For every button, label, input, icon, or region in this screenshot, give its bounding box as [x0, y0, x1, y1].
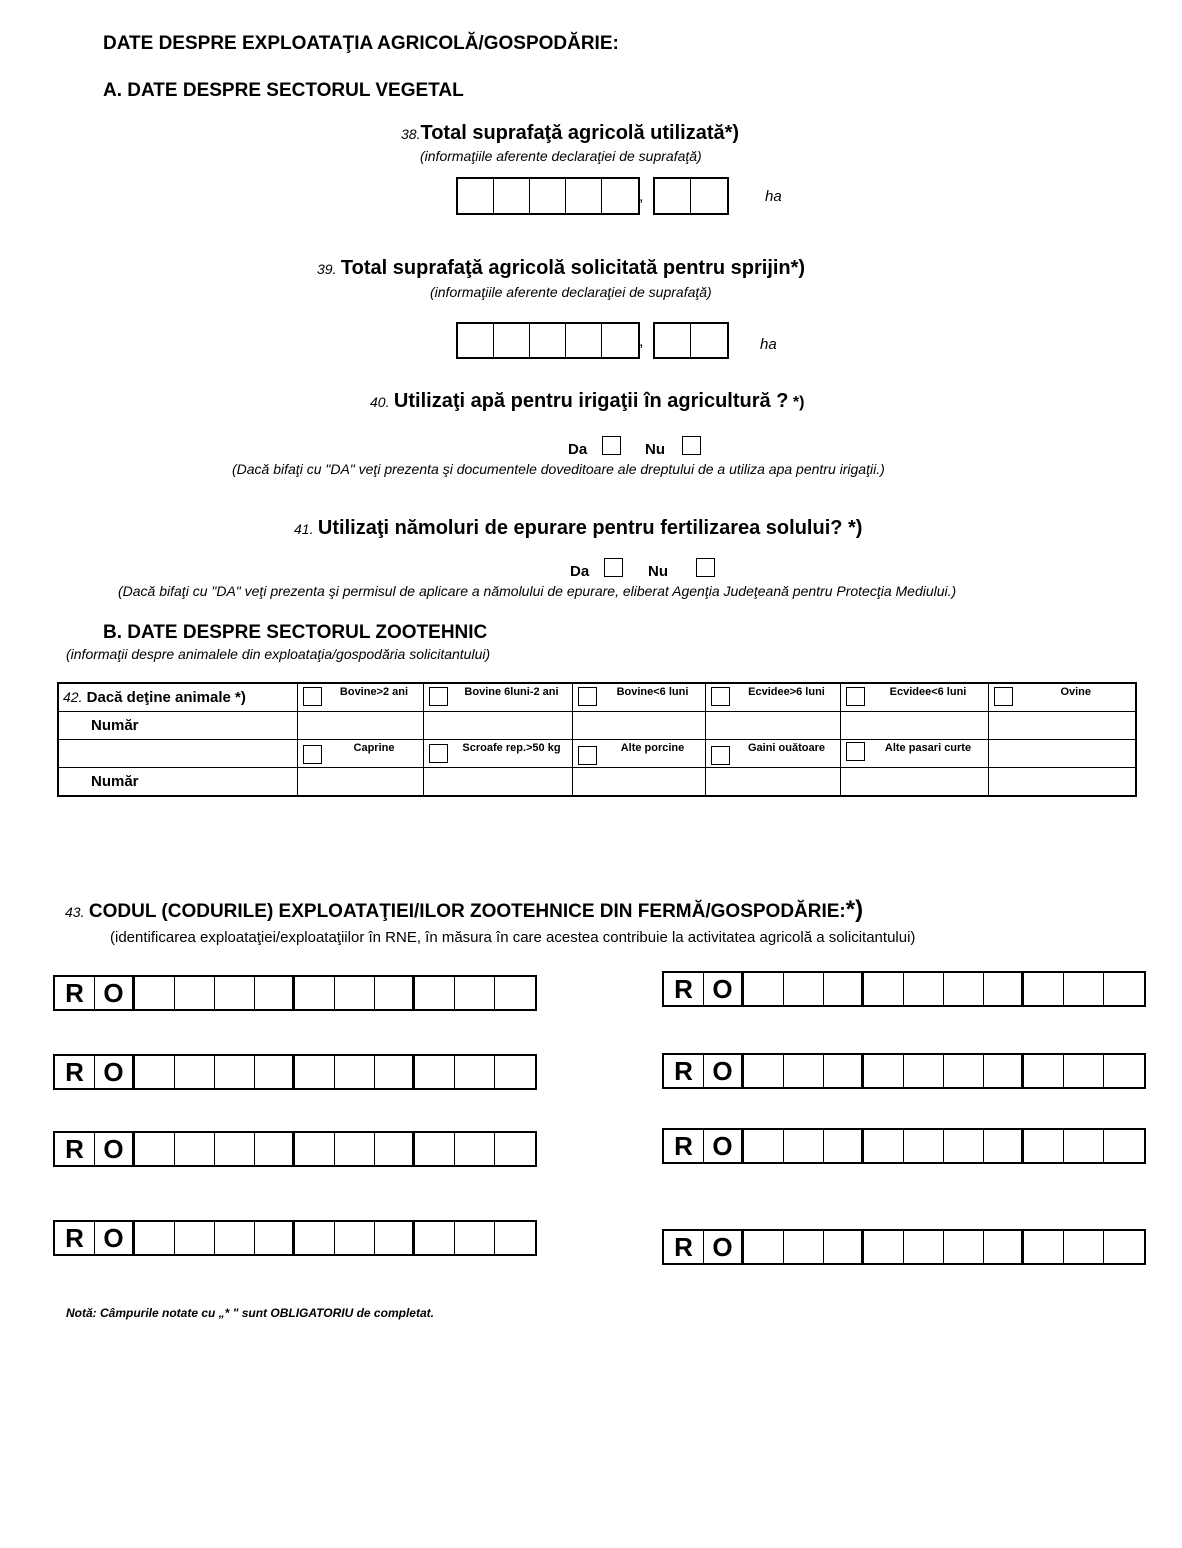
q40-no-checkbox[interactable] — [682, 436, 701, 455]
code-box[interactable] — [864, 973, 904, 1005]
code-box[interactable] — [984, 1231, 1024, 1263]
code-box[interactable] — [335, 1056, 375, 1088]
q39-decimal-field[interactable] — [653, 322, 729, 359]
number-input-cell[interactable] — [988, 768, 1136, 797]
code-box[interactable] — [255, 1133, 295, 1165]
code-box[interactable] — [1064, 1130, 1104, 1162]
code-box[interactable] — [744, 1130, 784, 1162]
code-box[interactable] — [335, 977, 375, 1009]
code-prefix-r: R — [664, 973, 704, 1005]
code-prefix-r: R — [664, 1130, 704, 1162]
code-box[interactable] — [295, 1222, 335, 1254]
code-prefix-o: O — [95, 977, 135, 1009]
q40-yes-checkbox[interactable] — [602, 436, 621, 455]
code-box[interactable] — [904, 1231, 944, 1263]
q42-title: Dacă deţine animale *) — [86, 689, 246, 706]
code-box[interactable] — [824, 973, 864, 1005]
code-box[interactable] — [1104, 1130, 1144, 1162]
page-title: DATE DESPRE EXPLOATAŢIA AGRICOLĂ/GOSPODĂRIE: — [103, 33, 619, 54]
code-box[interactable] — [135, 977, 175, 1009]
code-box[interactable] — [255, 977, 295, 1009]
code-box[interactable] — [375, 977, 415, 1009]
code-box[interactable] — [1024, 1231, 1064, 1263]
code-box[interactable] — [375, 1056, 415, 1088]
digit-box[interactable] — [458, 324, 494, 357]
digit-box[interactable] — [494, 179, 530, 213]
animal-label: Caprine — [353, 742, 395, 754]
q43-mark: *) — [845, 896, 864, 923]
digit-box[interactable] — [655, 179, 691, 213]
code-box[interactable] — [864, 1055, 904, 1087]
code-prefix-o: O — [95, 1133, 135, 1165]
q41-number: 41. — [294, 521, 314, 537]
animal-checkbox[interactable] — [846, 687, 865, 706]
digit-box[interactable] — [494, 324, 530, 357]
q41-note: (Dacă bifaţi cu "DA" veţi prezenta şi permisul de aplicare a nămolului de epurare, eliberat Agenţia Judeţeană pentru Protecţia Mediului.) — [118, 583, 957, 599]
code-box[interactable] — [1104, 1055, 1144, 1087]
q41-yes-label: Da — [570, 563, 590, 580]
number-input-cell[interactable] — [840, 768, 988, 797]
q39-heading — [317, 257, 805, 280]
code-box[interactable] — [744, 1055, 784, 1087]
q39-decimal-separator: , — [639, 333, 644, 350]
animal-cell — [705, 683, 840, 712]
q40-no-label: Nu — [645, 441, 665, 458]
number-row-label: Număr — [58, 712, 297, 740]
code-box[interactable] — [744, 1231, 784, 1263]
code-box[interactable] — [944, 1055, 984, 1087]
q43-title: CODUL (CODURILE) EXPLOATAŢIEI/ILOR ZOOTEHNICE DIN FERMĂ/GOSPODĂRIE: — [88, 901, 846, 922]
code-box[interactable] — [744, 973, 784, 1005]
code-box[interactable] — [135, 1133, 175, 1165]
code-box[interactable] — [455, 1056, 495, 1088]
digit-box[interactable] — [602, 179, 638, 213]
animal-checkbox[interactable] — [711, 687, 730, 706]
code-box[interactable] — [824, 1130, 864, 1162]
code-box[interactable] — [864, 1130, 904, 1162]
number-input-cell[interactable] — [988, 712, 1136, 740]
q39-integer-field[interactable] — [456, 322, 640, 359]
code-box[interactable] — [784, 1055, 824, 1087]
animal-checkbox[interactable] — [429, 687, 448, 706]
q42-number: 42. — [63, 689, 83, 705]
q40-mark: *) — [792, 394, 805, 411]
code-box[interactable] — [904, 973, 944, 1005]
q38-integer-field[interactable] — [456, 177, 640, 215]
code-box[interactable] — [1064, 1055, 1104, 1087]
animal-checkbox[interactable] — [578, 687, 597, 706]
number-input-cell[interactable] — [297, 712, 423, 740]
code-box[interactable] — [824, 1231, 864, 1263]
code-box[interactable] — [255, 1222, 295, 1254]
section-b-title: B. DATE DESPRE SECTORUL ZOOTEHNIC — [103, 622, 488, 643]
q38-decimal-separator: , — [639, 188, 644, 205]
code-prefix-r: R — [55, 1133, 95, 1165]
q39-title: Total suprafaţă agricolă solicitată pentru sprijin*) — [340, 257, 806, 279]
code-prefix-r: R — [664, 1055, 704, 1087]
digit-box[interactable] — [566, 179, 602, 213]
code-prefix-r: R — [55, 1056, 95, 1088]
code-prefix-o: O — [704, 973, 744, 1005]
animal-label: Alte porcine — [620, 742, 685, 754]
code-box[interactable] — [415, 1056, 455, 1088]
digit-box[interactable] — [458, 179, 494, 213]
code-prefix-o: O — [704, 1231, 744, 1263]
code-box[interactable] — [495, 1133, 535, 1165]
q38-subtitle: (informaţiile aferente declaraţiei de suprafaţă) — [420, 148, 702, 164]
ro-code-field[interactable] — [53, 975, 537, 1011]
code-box[interactable] — [295, 1133, 335, 1165]
animal-checkbox[interactable] — [846, 742, 865, 761]
code-box[interactable] — [455, 977, 495, 1009]
code-prefix-r: R — [55, 1222, 95, 1254]
section-a-title: A. DATE DESPRE SECTORUL VEGETAL — [103, 80, 464, 101]
code-box[interactable] — [495, 1056, 535, 1088]
code-prefix-r: R — [55, 977, 95, 1009]
animal-checkbox[interactable] — [303, 687, 322, 706]
animal-checkbox[interactable] — [429, 744, 448, 763]
animal-cell — [572, 740, 705, 768]
code-box[interactable] — [1024, 973, 1064, 1005]
q38-decimal-field[interactable] — [653, 177, 729, 215]
code-box[interactable] — [784, 1231, 824, 1263]
code-box[interactable] — [135, 1056, 175, 1088]
code-box[interactable] — [944, 973, 984, 1005]
code-box[interactable] — [215, 1222, 255, 1254]
animal-checkbox[interactable] — [303, 745, 322, 764]
table-row — [58, 740, 1136, 768]
code-box[interactable] — [1024, 1055, 1064, 1087]
code-prefix-o: O — [95, 1056, 135, 1088]
ro-code-field[interactable] — [53, 1131, 537, 1167]
code-box[interactable] — [1064, 973, 1104, 1005]
q41-heading — [294, 517, 862, 540]
animal-label: Scroafe rep.>50 kg — [462, 742, 561, 754]
digit-box[interactable] — [655, 324, 691, 357]
q41-title: Utilizaţi nămoluri de epurare pentru fertilizarea solului? *) — [317, 517, 863, 539]
digit-box[interactable] — [530, 324, 566, 357]
code-prefix-o: O — [95, 1222, 135, 1254]
q39-subtitle: (informaţiile aferente declaraţiei de suprafaţă) — [430, 284, 712, 300]
table-row — [58, 712, 1136, 740]
q38-number: 38. — [401, 126, 421, 142]
animal-label: Alte pasari curte — [884, 742, 972, 754]
digit-box[interactable] — [691, 179, 727, 213]
code-box[interactable] — [175, 1133, 215, 1165]
table-row — [58, 683, 1136, 712]
animal-cell — [297, 683, 423, 712]
code-box[interactable] — [1104, 1231, 1144, 1263]
digit-box[interactable] — [691, 324, 727, 357]
code-box[interactable] — [175, 977, 215, 1009]
q43-subtitle: (identificarea exploataţiei/exploataţiilor în RNE, în măsura în care acestea contribuie la activitatea agricolă a solicitantului) — [110, 929, 916, 946]
animal-cell — [297, 740, 423, 768]
q40-note: (Dacă bifaţi cu "DA" veţi prezenta şi documentele doveditoare ale dreptului de a utiliza apa pentru irigaţii.) — [232, 461, 885, 477]
code-box[interactable] — [984, 1130, 1024, 1162]
code-box[interactable] — [1064, 1231, 1104, 1263]
ro-code-field[interactable] — [53, 1220, 537, 1256]
code-box[interactable] — [335, 1133, 375, 1165]
q39-number: 39. — [317, 261, 337, 277]
code-box[interactable] — [495, 1222, 535, 1254]
animal-cell — [988, 683, 1136, 712]
ro-code-field[interactable] — [53, 1054, 537, 1090]
code-box[interactable] — [335, 1222, 375, 1254]
animal-checkbox[interactable] — [994, 687, 1013, 706]
q40-number: 40. — [370, 394, 390, 410]
code-box[interactable] — [215, 1056, 255, 1088]
ro-code-field[interactable] — [662, 971, 1146, 1007]
ro-code-field[interactable] — [662, 1229, 1146, 1265]
digit-box[interactable] — [566, 324, 602, 357]
code-box[interactable] — [984, 973, 1024, 1005]
q39-unit: ha — [760, 336, 777, 353]
animal-label: Ovine — [1060, 686, 1092, 698]
q43-heading — [65, 896, 863, 924]
code-box[interactable] — [904, 1130, 944, 1162]
number-input-cell[interactable] — [840, 712, 988, 740]
animal-cell — [423, 740, 572, 768]
animal-label: Gaini ouătoare — [747, 742, 826, 754]
code-box[interactable] — [495, 977, 535, 1009]
animal-label: Bovine<6 luni — [616, 686, 689, 698]
q41-yes-checkbox[interactable] — [604, 558, 623, 577]
number-input-cell[interactable] — [572, 768, 705, 797]
code-prefix-r: R — [664, 1231, 704, 1263]
animals-table — [57, 682, 1137, 797]
animal-checkbox[interactable] — [711, 746, 730, 765]
animal-label: Bovine 6luni-2 ani — [464, 686, 559, 698]
footer-note: Notă: Câmpurile notate cu „* " sunt OBLIGATORIU de completat. — [66, 1306, 434, 1320]
code-box[interactable] — [984, 1055, 1024, 1087]
code-box[interactable] — [1104, 973, 1144, 1005]
q38-title: Total suprafaţă agricolă utilizată*) — [420, 122, 740, 144]
q40-title: Utilizaţi apă pentru irigaţii în agricultură ? — [393, 390, 789, 412]
code-box[interactable] — [295, 1056, 335, 1088]
code-box[interactable] — [784, 1130, 824, 1162]
code-box[interactable] — [904, 1055, 944, 1087]
code-box[interactable] — [415, 977, 455, 1009]
q43-number: 43. — [65, 904, 85, 920]
q38-heading — [401, 122, 739, 145]
code-box[interactable] — [944, 1231, 984, 1263]
animal-cell — [840, 683, 988, 712]
animal-cell — [423, 683, 572, 712]
code-box[interactable] — [215, 977, 255, 1009]
number-input-cell[interactable] — [705, 712, 840, 740]
q40-yes-label: Da — [568, 441, 588, 458]
empty-cell — [988, 740, 1136, 768]
animal-label: Ecvidee>6 luni — [748, 686, 825, 698]
digit-box[interactable] — [530, 179, 566, 213]
code-box[interactable] — [944, 1130, 984, 1162]
code-prefix-o: O — [704, 1055, 744, 1087]
animal-cell — [572, 683, 705, 712]
animal-checkbox[interactable] — [578, 746, 597, 765]
code-box[interactable] — [375, 1222, 415, 1254]
number-input-cell[interactable] — [423, 768, 572, 797]
code-box[interactable] — [175, 1056, 215, 1088]
animal-cell — [705, 740, 840, 768]
q38-unit: ha — [765, 188, 782, 205]
q42-question-cell — [58, 683, 297, 712]
number-input-cell[interactable] — [423, 712, 572, 740]
code-box[interactable] — [824, 1055, 864, 1087]
digit-box[interactable] — [602, 324, 638, 357]
empty-cell — [58, 740, 297, 768]
table-row — [58, 768, 1136, 797]
code-box[interactable] — [415, 1133, 455, 1165]
q41-no-label: Nu — [648, 563, 668, 580]
q41-no-checkbox[interactable] — [696, 558, 715, 577]
ro-code-field[interactable] — [662, 1053, 1146, 1089]
code-box[interactable] — [215, 1133, 255, 1165]
number-input-cell[interactable] — [297, 768, 423, 797]
animal-cell — [840, 740, 988, 768]
code-box[interactable] — [135, 1222, 175, 1254]
ro-code-field[interactable] — [662, 1128, 1146, 1164]
code-box[interactable] — [864, 1231, 904, 1263]
section-b-subtitle: (informaţii despre animalele din exploataţia/gospodăria solicitantului) — [66, 646, 491, 662]
code-box[interactable] — [455, 1133, 495, 1165]
code-box[interactable] — [415, 1222, 455, 1254]
code-prefix-o: O — [704, 1130, 744, 1162]
code-box[interactable] — [295, 977, 335, 1009]
code-box[interactable] — [175, 1222, 215, 1254]
number-row-label: Număr — [58, 768, 297, 797]
code-box[interactable] — [255, 1056, 295, 1088]
animal-label: Ecvidee<6 luni — [889, 686, 967, 698]
number-input-cell[interactable] — [572, 712, 705, 740]
code-box[interactable] — [784, 973, 824, 1005]
animal-label: Bovine>2 ani — [339, 686, 409, 698]
code-box[interactable] — [1024, 1130, 1064, 1162]
code-box[interactable] — [455, 1222, 495, 1254]
code-box[interactable] — [375, 1133, 415, 1165]
number-input-cell[interactable] — [705, 768, 840, 797]
q40-heading — [370, 390, 804, 413]
